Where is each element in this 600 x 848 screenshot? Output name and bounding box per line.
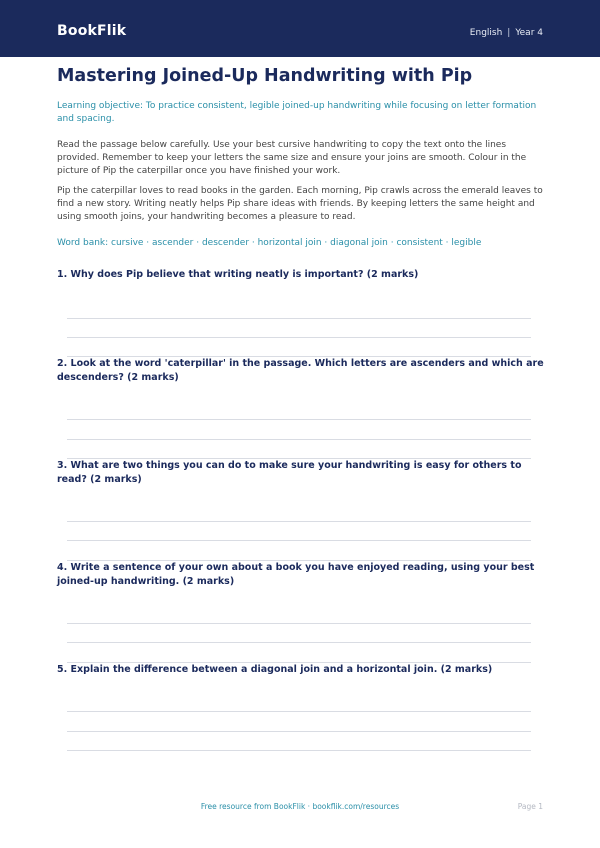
answer-line[interactable] [67, 439, 531, 440]
answer-line[interactable] [67, 731, 531, 732]
answer-line[interactable] [67, 711, 531, 712]
worksheet-title: Mastering Joined-Up Handwriting with Pip [57, 66, 473, 86]
word-bank: Word bank: cursive · ascender · descender · horizontal join · diagonal join · consistent · legible [57, 238, 482, 248]
answer-line[interactable] [67, 750, 531, 751]
answer-line[interactable] [67, 419, 531, 420]
meta-separator: | [507, 28, 511, 38]
question-5: 5. Explain the difference between a diagonal join and a horizontal join. (2 marks) [57, 664, 493, 675]
page-number: Page 1 [517, 802, 543, 811]
answer-line[interactable] [67, 642, 531, 643]
subject-label: English [469, 28, 503, 38]
question-2: 2. Look at the word 'caterpillar' in the passage. Which letters are ascenders and which are descenders? (2 marks) [57, 358, 544, 383]
instructions: Read the passage below carefully. Use your best cursive handwriting to copy the text onto the lines provided. Remember to keep your letters the same size and ensure your joins are smooth. Colour in the picture of Pip the caterpillar once you have finished your work. [57, 140, 527, 176]
answer-line[interactable] [67, 623, 531, 624]
learning-objective: Learning objective: To practice consistent, legible joined-up handwriting while focusing on letter formation and spacing. [57, 101, 537, 124]
question-1: 1. Why does Pip believe that writing neatly is important? (2 marks) [57, 269, 419, 280]
year-label: Year 4 [515, 28, 543, 38]
answer-line[interactable] [67, 521, 531, 522]
brand-logo: BookFlik [57, 23, 127, 39]
page-header [0, 0, 600, 57]
subject-year [470, 28, 543, 38]
answer-line[interactable] [67, 337, 531, 338]
reading-passage: Pip the caterpillar loves to read books in the garden. Each morning, Pip crawls across the emerald leaves to find a new story. Writing neatly helps Pip share ideas with friends. By keeping letters the same height and using smooth joins, your handwriting becomes a pleasure to read. [57, 186, 543, 222]
answer-line[interactable] [67, 318, 531, 319]
question-4: 4. Write a sentence of your own about a book you have enjoyed reading, using your best joined-up handwriting. (2 marks) [57, 562, 535, 587]
footer-text: Free resource from BookFlik · bookflik.com/resources [200, 802, 400, 811]
answer-line[interactable] [67, 540, 531, 541]
question-3: 3. What are two things you can do to make sure your handwriting is easy for others to read? (2 marks) [57, 460, 522, 485]
